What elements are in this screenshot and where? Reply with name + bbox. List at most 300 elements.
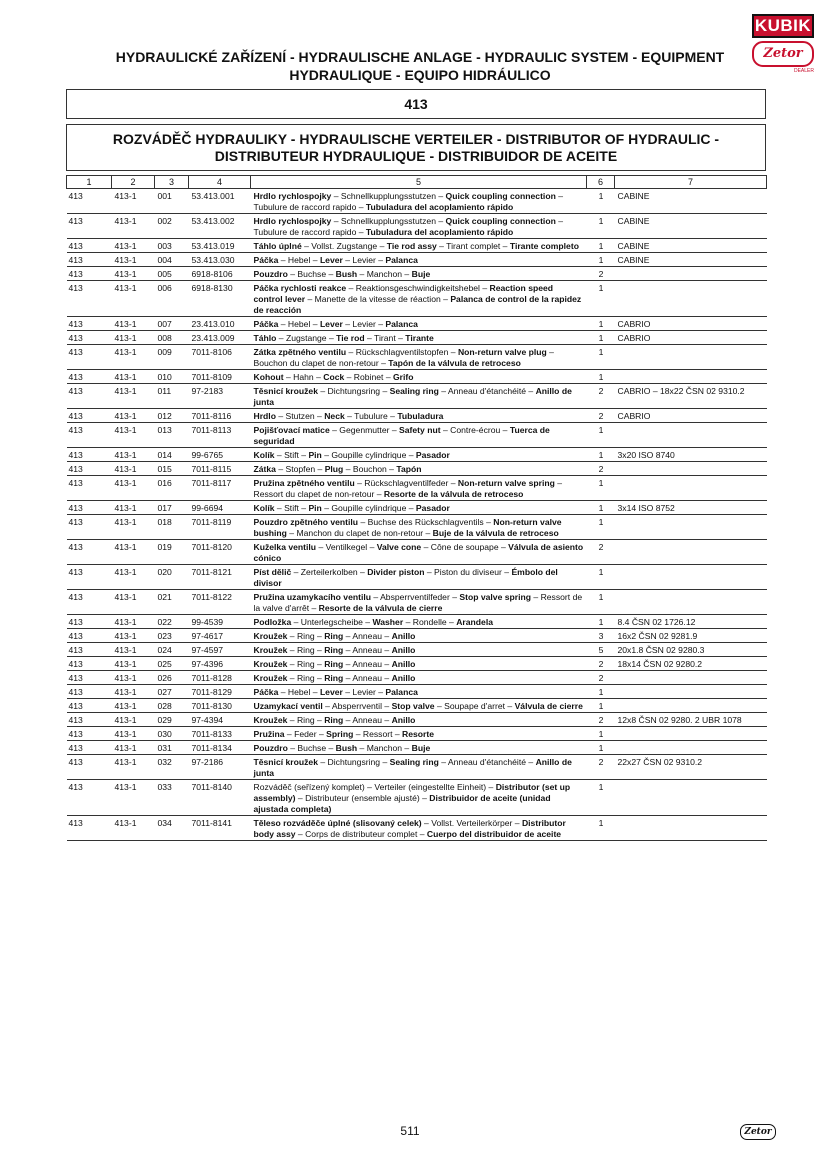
description-cell	[251, 253, 587, 267]
quantity-cell: 1	[587, 476, 615, 501]
description-cell	[251, 501, 587, 515]
table-row	[67, 281, 767, 317]
description-segment: – Anneau –	[343, 715, 392, 725]
description-segment: – Contre-écrou –	[440, 425, 510, 435]
description-cell	[251, 423, 587, 448]
description-segment: Zátka zpětného ventilu	[253, 347, 347, 357]
note-cell	[615, 699, 767, 713]
description-cell	[251, 448, 587, 462]
column-header: 7	[615, 176, 767, 189]
group-cell: 413	[67, 515, 112, 540]
position-cell: 006	[155, 281, 189, 317]
subgroup-cell: 413-1	[112, 409, 155, 423]
note-cell: 16x2 ČSN 02 9281.9	[615, 629, 767, 643]
subgroup-cell: 413-1	[112, 816, 155, 841]
position-cell: 025	[155, 657, 189, 671]
position-cell: 024	[155, 643, 189, 657]
description-segment: – Rückschlagventilfeder –	[354, 478, 458, 488]
quantity-cell: 1	[587, 816, 615, 841]
quantity-cell: 2	[587, 267, 615, 281]
note-cell: 3x20 ISO 8740	[615, 448, 767, 462]
subgroup-cell: 413-1	[112, 462, 155, 476]
table-row	[67, 685, 767, 699]
table-row	[67, 239, 767, 253]
note-cell	[615, 267, 767, 281]
description-segment: Palanca de control de la rapidez de reacción	[253, 294, 582, 315]
subgroup-cell: 413-1	[112, 713, 155, 727]
note-cell	[615, 345, 767, 370]
description-segment: – Hebel –	[278, 255, 320, 265]
quantity-cell: 1	[587, 515, 615, 540]
description-segment: – Ring –	[287, 631, 325, 641]
note-cell	[615, 780, 767, 816]
group-cell: 413	[67, 699, 112, 713]
subgroup-cell: 413-1	[112, 671, 155, 685]
description-segment: Anillo de junta	[253, 757, 572, 778]
description-cell	[251, 281, 587, 317]
description-segment: – Corps de distributeur complet –	[295, 829, 427, 839]
page-title	[60, 48, 780, 84]
quantity-cell: 1	[587, 590, 615, 615]
group-cell: 413	[67, 671, 112, 685]
description-segment: – Soupape d'arret –	[434, 701, 515, 711]
table-row	[67, 253, 767, 267]
subgroup-cell: 413-1	[112, 699, 155, 713]
description-segment: – Dichtungsring –	[317, 386, 390, 396]
subgroup-cell: 413-1	[112, 476, 155, 501]
note-cell	[615, 565, 767, 590]
description-segment: Tirante completo	[509, 241, 579, 251]
description-segment: Tuerca de seguridad	[253, 425, 550, 446]
description-segment: – Zugstange –	[276, 333, 337, 343]
subgroup-cell: 413-1	[112, 317, 155, 331]
description-segment: – Hahn –	[283, 372, 324, 382]
table-row	[67, 409, 767, 423]
note-cell: 3x14 ISO 8752	[615, 501, 767, 515]
position-cell: 021	[155, 590, 189, 615]
description-segment: Páčka	[253, 687, 279, 697]
description-segment: – Dichtungsring –	[317, 757, 390, 767]
note-cell	[615, 281, 767, 317]
section-title-box	[66, 124, 766, 171]
position-cell: 026	[155, 671, 189, 685]
description-segment: – Piston du diviseur –	[424, 567, 512, 577]
note-cell: 20x1.8 ČSN 02 9280.3	[615, 643, 767, 657]
description-cell	[251, 384, 587, 409]
part-number-cell: 7011-8134	[189, 741, 251, 755]
page-number: 511	[400, 1124, 420, 1138]
position-cell: 004	[155, 253, 189, 267]
description-segment: Resorte de la válvula de retroceso	[383, 489, 524, 499]
table-row	[67, 214, 767, 239]
description-cell	[251, 462, 587, 476]
description-segment: Cock	[323, 372, 345, 382]
description-segment: Resorte	[402, 729, 435, 739]
position-cell: 020	[155, 565, 189, 590]
description-segment: – Anneau –	[343, 645, 392, 655]
subgroup-cell: 413-1	[112, 267, 155, 281]
group-cell: 413	[67, 384, 112, 409]
description-segment: – Vollst. Verteilerkörper –	[421, 818, 522, 828]
note-cell	[615, 727, 767, 741]
position-cell: 009	[155, 345, 189, 370]
description-segment: Ring	[324, 673, 344, 683]
description-segment: Distribuidor de aceite (unidad ajustada completa)	[253, 793, 551, 814]
group-cell: 413	[67, 345, 112, 370]
note-cell	[615, 476, 767, 501]
table-row	[67, 476, 767, 501]
note-cell	[615, 671, 767, 685]
dealer-logo-text: DEALER	[793, 68, 814, 74]
description-segment: – Ring –	[287, 659, 325, 669]
description-segment: Anillo	[391, 645, 416, 655]
description-segment: Non-return valve spring	[457, 478, 555, 488]
description-segment: Plug	[324, 464, 344, 474]
part-number-cell: 23.413.010	[189, 317, 251, 331]
description-segment: – Vollst. Zugstange –	[301, 241, 387, 251]
part-number-cell: 7011-8128	[189, 671, 251, 685]
quantity-cell: 1	[587, 281, 615, 317]
description-segment: Anillo	[391, 673, 416, 683]
position-cell: 011	[155, 384, 189, 409]
table-row	[67, 384, 767, 409]
subgroup-cell: 413-1	[112, 590, 155, 615]
description-segment: Cuerpo del distribuidor de aceite	[426, 829, 562, 839]
table-row	[67, 590, 767, 615]
description-cell	[251, 713, 587, 727]
description-segment: – Buchse –	[287, 743, 336, 753]
description-segment: – Manchon –	[357, 269, 412, 279]
description-segment: – Schnellkupplungsstutzen –	[331, 216, 446, 226]
description-segment: Páčka	[253, 319, 279, 329]
description-segment: Těsnicí kroužek	[253, 757, 318, 767]
description-segment: Tapón de la válvula de retroceso	[388, 358, 521, 368]
description-segment: – Levier –	[342, 687, 386, 697]
table-row	[67, 657, 767, 671]
description-segment: – Unterlegscheibe –	[291, 617, 373, 627]
group-cell: 413	[67, 685, 112, 699]
description-segment: – Absperrventil –	[322, 701, 392, 711]
description-segment: Kuželka ventilu	[253, 542, 317, 552]
description-segment: Kroužek	[253, 673, 288, 683]
position-cell: 034	[155, 816, 189, 841]
subgroup-cell: 413-1	[112, 685, 155, 699]
part-number-cell: 7011-8120	[189, 540, 251, 565]
quantity-cell: 1	[587, 345, 615, 370]
description-segment: Resorte de la válvula de cierre	[318, 603, 443, 613]
note-cell: 22x27 ČSN 02 9310.2	[615, 755, 767, 780]
description-segment: Lever	[319, 255, 343, 265]
description-cell	[251, 515, 587, 540]
group-cell: 413	[67, 741, 112, 755]
description-segment: Anillo de junta	[253, 386, 572, 407]
description-segment: Pouzdro zpětného ventilu	[253, 517, 359, 527]
description-segment: – Tubulure de raccord rapido –	[253, 216, 563, 237]
description-cell	[251, 590, 587, 615]
group-cell: 413	[67, 713, 112, 727]
note-cell: CABRIO	[615, 317, 767, 331]
position-cell: 016	[155, 476, 189, 501]
description-segment: Palanca	[385, 687, 418, 697]
subgroup-cell: 413-1	[112, 384, 155, 409]
table-row	[67, 501, 767, 515]
quantity-cell: 1	[587, 448, 615, 462]
description-segment: Kohout	[253, 372, 284, 382]
note-cell: CABINE	[615, 214, 767, 239]
subgroup-cell: 413-1	[112, 331, 155, 345]
position-cell: 018	[155, 515, 189, 540]
subgroup-cell: 413-1	[112, 501, 155, 515]
description-cell	[251, 741, 587, 755]
position-cell: 014	[155, 448, 189, 462]
note-cell	[615, 515, 767, 540]
description-segment: – Ressort de la valve d'arrêt –	[253, 592, 583, 613]
description-segment: – Anneau d'étanchéité –	[438, 386, 536, 396]
description-segment: – Stutzen –	[275, 411, 325, 421]
description-segment: Buje de la válvula de retroceso	[432, 528, 559, 538]
description-cell	[251, 214, 587, 239]
description-segment: Pružina zpětného ventilu	[253, 478, 355, 488]
description-segment: – Verteiler (eingestellte Einheit) –	[364, 782, 496, 792]
position-cell: 012	[155, 409, 189, 423]
subgroup-cell: 413-1	[112, 370, 155, 384]
description-cell	[251, 189, 587, 214]
description-cell	[251, 816, 587, 841]
note-cell	[615, 462, 767, 476]
quantity-cell: 1	[587, 501, 615, 515]
description-segment: Ring	[324, 715, 344, 725]
subgroup-cell: 413-1	[112, 657, 155, 671]
group-cell: 413	[67, 755, 112, 780]
table-row	[67, 189, 767, 214]
description-segment: – Anneau d'étanchéité –	[438, 757, 536, 767]
table-row	[67, 515, 767, 540]
part-number-cell: 99-4539	[189, 615, 251, 629]
description-segment: Kroužek	[253, 715, 288, 725]
subgroup-cell: 413-1	[112, 448, 155, 462]
table-row	[67, 629, 767, 643]
description-segment: Pasador	[415, 503, 450, 513]
description-segment: – Robinet –	[344, 372, 393, 382]
description-segment: Anillo	[391, 631, 416, 641]
description-segment: – Rondelle –	[403, 617, 457, 627]
description-segment: Neck	[324, 411, 345, 421]
quantity-cell: 1	[587, 239, 615, 253]
part-number-cell: 97-2186	[189, 755, 251, 780]
description-segment: Tirante	[405, 333, 434, 343]
description-segment: Pouzdro	[253, 269, 288, 279]
group-cell: 413	[67, 448, 112, 462]
note-cell	[615, 741, 767, 755]
part-number-cell: 97-4394	[189, 713, 251, 727]
note-cell: 12x8 ČSN 02 9280. 2 UBR 1078	[615, 713, 767, 727]
group-cell: 413	[67, 317, 112, 331]
part-number-cell: 23.413.009	[189, 331, 251, 345]
description-segment: – Manchon –	[357, 743, 412, 753]
description-segment: Anillo	[391, 659, 416, 669]
position-cell: 017	[155, 501, 189, 515]
zetor-logo-text: Zetor	[752, 41, 814, 67]
description-segment: Tubuladura del acoplamiento rápido	[365, 227, 514, 237]
quantity-cell: 1	[587, 699, 615, 713]
position-cell: 010	[155, 370, 189, 384]
part-number-cell: 97-4597	[189, 643, 251, 657]
subgroup-cell: 413-1	[112, 253, 155, 267]
description-segment: Divider piston	[367, 567, 425, 577]
description-segment: – Reaktionsgeschwindigkeitshebel –	[346, 283, 490, 293]
description-segment: Ring	[324, 645, 344, 655]
table-row	[67, 370, 767, 384]
note-cell	[615, 540, 767, 565]
description-segment: – Ressort –	[353, 729, 403, 739]
subgroup-cell: 413-1	[112, 189, 155, 214]
description-segment: Uzamykací ventil	[253, 701, 323, 711]
description-cell	[251, 331, 587, 345]
description-segment: Buje	[411, 269, 431, 279]
description-segment: Reaction speed control lever	[253, 283, 554, 304]
description-segment: Hrdlo rychlospojky	[253, 191, 332, 201]
position-cell: 031	[155, 741, 189, 755]
position-cell: 005	[155, 267, 189, 281]
subgroup-cell: 413-1	[112, 423, 155, 448]
description-segment: – Ventilkegel –	[316, 542, 377, 552]
description-segment: – Bouchon du clapet de non-retour –	[253, 347, 554, 368]
quantity-cell: 2	[587, 409, 615, 423]
description-segment: Arandela	[456, 617, 493, 627]
position-cell: 028	[155, 699, 189, 713]
description-segment: – Cône de soupape –	[421, 542, 509, 552]
description-segment: – Bouchon –	[343, 464, 397, 474]
description-segment: Táhlo	[253, 333, 277, 343]
position-cell: 003	[155, 239, 189, 253]
quantity-cell: 2	[587, 657, 615, 671]
description-segment: Émbolo del divisor	[253, 567, 558, 588]
description-segment: – Schnellkupplungsstutzen –	[331, 191, 446, 201]
description-segment: – Goupille cylindrique –	[321, 503, 416, 513]
column-header: 4	[189, 176, 251, 189]
description-segment: – Ring –	[287, 673, 325, 683]
description-cell	[251, 239, 587, 253]
note-cell: 8.4 ČSN 02 1726.12	[615, 615, 767, 629]
table-row	[67, 267, 767, 281]
description-segment: Ring	[324, 659, 344, 669]
table-row	[67, 755, 767, 780]
description-segment: Pružina uzamykacího ventilu	[253, 592, 371, 602]
table-row	[67, 540, 767, 565]
part-number-cell: 7011-8133	[189, 727, 251, 741]
description-cell	[251, 476, 587, 501]
group-cell: 413	[67, 565, 112, 590]
kubik-logo-text: KUBIK	[752, 14, 814, 38]
part-number-cell: 53.413.030	[189, 253, 251, 267]
quantity-cell: 1	[587, 727, 615, 741]
description-cell	[251, 370, 587, 384]
description-segment: Palanca	[385, 255, 418, 265]
position-cell: 023	[155, 629, 189, 643]
description-segment: Quick coupling connection	[445, 216, 556, 226]
description-cell	[251, 671, 587, 685]
description-cell	[251, 685, 587, 699]
description-cell	[251, 657, 587, 671]
description-cell	[251, 267, 587, 281]
table-row	[67, 699, 767, 713]
group-cell: 413	[67, 501, 112, 515]
description-segment: Bush	[335, 743, 358, 753]
description-segment: Táhlo úplné	[253, 241, 302, 251]
table-row	[67, 615, 767, 629]
position-cell: 032	[155, 755, 189, 780]
description-segment: Zátka	[253, 464, 276, 474]
description-segment: Buje	[411, 743, 431, 753]
description-segment: – Gegenmutter –	[329, 425, 400, 435]
part-number-cell: 97-4396	[189, 657, 251, 671]
description-cell	[251, 780, 587, 816]
description-segment: Lever	[319, 319, 343, 329]
parts-table	[66, 175, 767, 841]
description-cell	[251, 317, 587, 331]
group-cell: 413	[67, 816, 112, 841]
description-segment: – Stift –	[274, 450, 309, 460]
note-cell: CABRIO	[615, 409, 767, 423]
position-cell: 013	[155, 423, 189, 448]
description-cell	[251, 615, 587, 629]
subgroup-cell: 413-1	[112, 780, 155, 816]
description-segment: – Levier –	[342, 255, 386, 265]
description-segment: Kroužek	[253, 631, 288, 641]
part-number-cell: 7011-8116	[189, 409, 251, 423]
quantity-cell: 1	[587, 317, 615, 331]
table-row	[67, 331, 767, 345]
description-segment: – Stift –	[274, 503, 309, 513]
quantity-cell: 1	[587, 253, 615, 267]
description-segment: Pin	[308, 503, 322, 513]
description-segment: Pouzdro	[253, 743, 288, 753]
group-cell: 413	[67, 267, 112, 281]
quantity-cell: 1	[587, 615, 615, 629]
position-cell: 015	[155, 462, 189, 476]
group-cell: 413	[67, 643, 112, 657]
description-segment: – Absperrventilfeder –	[370, 592, 460, 602]
part-number-cell: 7011-8140	[189, 780, 251, 816]
description-segment: Tie rod assy	[386, 241, 437, 251]
description-segment: Hrdlo	[253, 411, 276, 421]
group-cell: 413	[67, 423, 112, 448]
group-cell: 413	[67, 590, 112, 615]
description-segment: Distributor (set up assembly)	[253, 782, 571, 803]
table-row	[67, 741, 767, 755]
part-number-cell: 99-6765	[189, 448, 251, 462]
position-cell: 033	[155, 780, 189, 816]
note-cell: CABINE	[615, 239, 767, 253]
description-segment: Sealing ring	[389, 757, 439, 767]
description-cell	[251, 755, 587, 780]
note-cell: CABINE	[615, 189, 767, 214]
description-segment: – Tirant complet –	[436, 241, 510, 251]
group-cell: 413	[67, 462, 112, 476]
description-segment: – Manchon du clapet de non-retour –	[286, 528, 433, 538]
page-title-line2: HYDRAULIQUE - EQUIPO HIDRÁULICO	[289, 67, 551, 83]
description-segment: Tubuladura	[397, 411, 444, 421]
subgroup-cell: 413-1	[112, 214, 155, 239]
quantity-cell: 2	[587, 462, 615, 476]
description-segment: Pružina	[253, 729, 285, 739]
description-segment: Sealing ring	[389, 386, 439, 396]
group-cell: 413	[67, 657, 112, 671]
description-segment: Těsnicí kroužek	[253, 386, 318, 396]
position-cell: 019	[155, 540, 189, 565]
description-segment: Píst dělič	[253, 567, 292, 577]
description-segment: Bush	[335, 269, 358, 279]
